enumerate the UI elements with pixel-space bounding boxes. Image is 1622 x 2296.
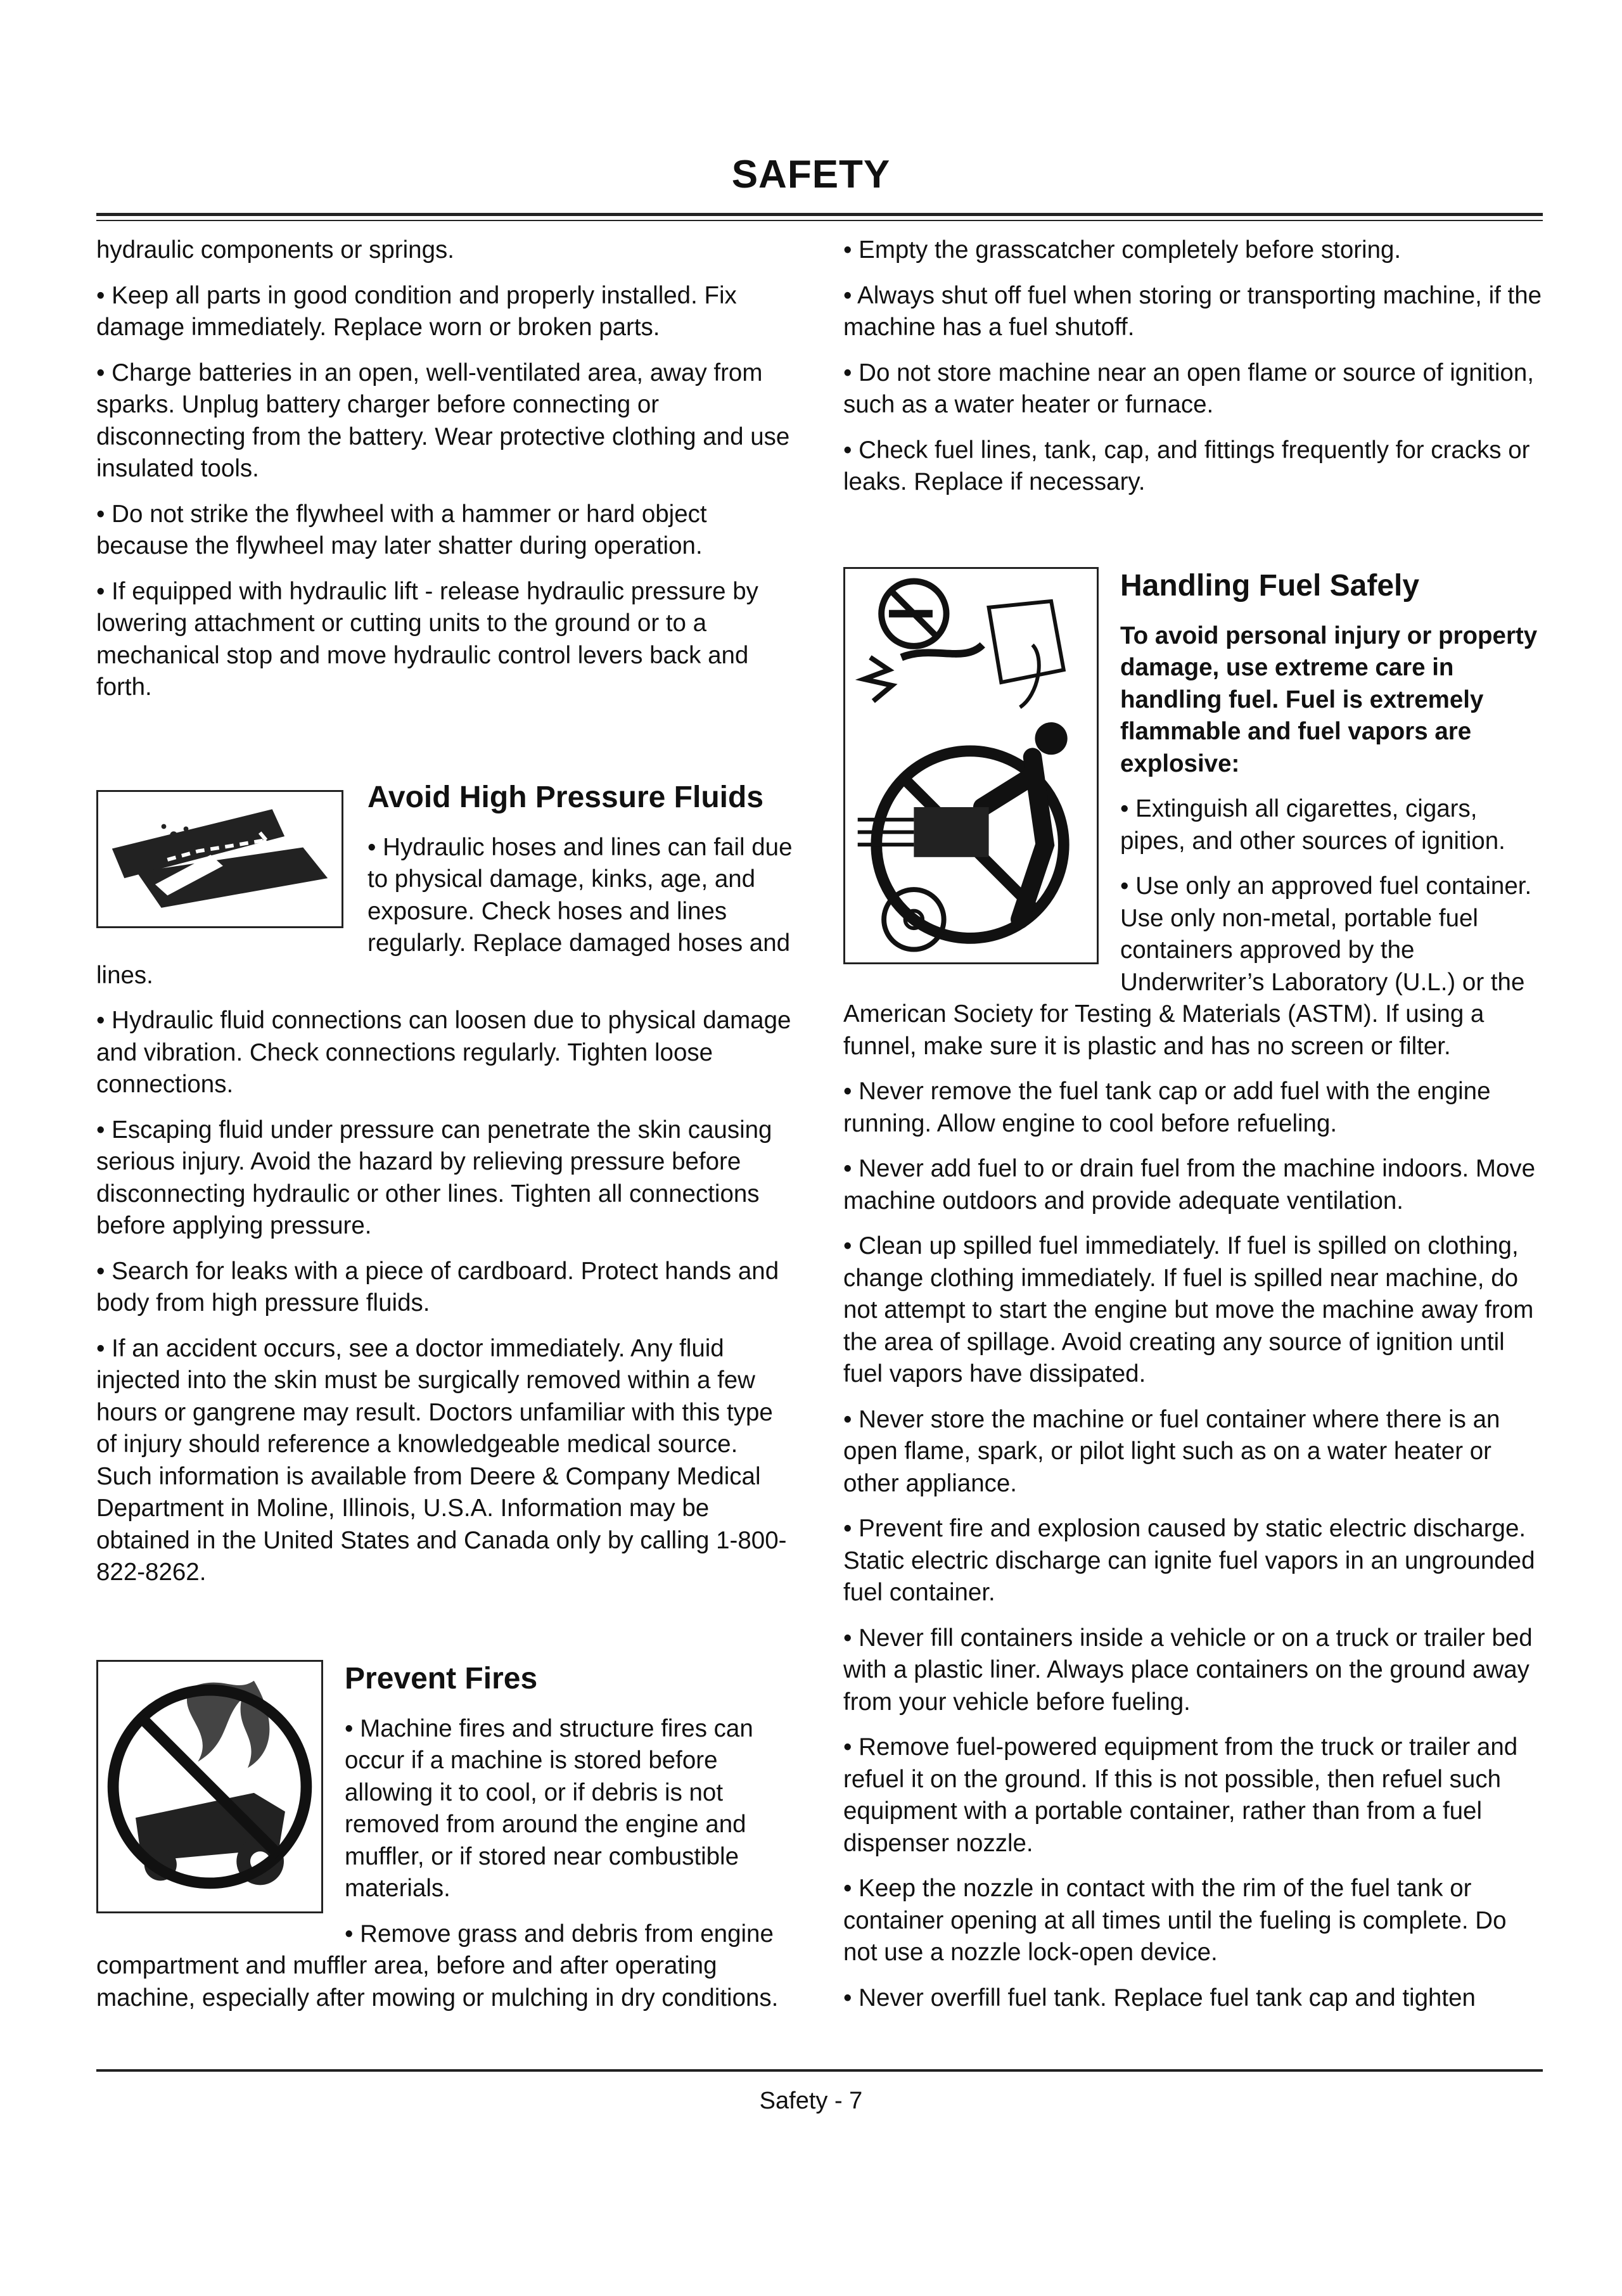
paragraph: • Remove grass and debris from engine compartment and muffler area, before and after operating machine, especially after mowing or mulching in dry conditions. [96,1920,779,2012]
section-prevent-fires [96,1660,793,2015]
section-high-pressure-fluids [96,779,793,1589]
high-pressure-fluid-illustration [96,790,343,928]
paragraph: • Machine fires and structure fires can occur if a machine is stored before allowing it to cool, or if debris is not removed from around the engine and muffler, or if stored near combustible materials. [345,1714,753,1902]
section-heading: Handling Fuel Safely [1120,568,1420,603]
no-fire-icon [98,1662,321,1911]
header-rule-thick [96,213,1543,216]
paragraph: • Never remove the fuel tank cap or add fuel with the engine running. Allow engine to cool before refueling. [843,1078,1491,1137]
hose-leak-icon [98,792,342,926]
paragraph: • Check fuel lines, tank, cap, and fittings frequently for cracks or leaks. Replace if necessary. [843,436,1530,495]
section-heading: Prevent Fires [345,1661,538,1695]
section-handling-fuel-safely [843,567,1543,2015]
paragraph: • Never fill containers inside a vehicle or on a truck or trailer bed with a plastic liner. Always place containers on the ground away from your vehicle before fueling. [843,1624,1533,1716]
no-smoking-refuel-icon [845,569,1097,962]
paragraph: • Empty the grasscatcher completely before storing. [843,236,1402,264]
paragraph: • Clean up spilled fuel immediately. If fuel is spilled on clothing, change clothing immediately. If fuel is spilled near machine, do not attempt to start the engine but move the machine away from the area of spillage. Avoid creating any source of ignition until fuel vapors have dissipated. [843,1232,1534,1387]
paragraph: • Never overfill fuel tank. Replace fuel tank cap and tighten [843,1984,1476,2012]
paragraph: • Search for leaks with a piece of cardboard. Protect hands and body from high pressure fluids. [96,1257,779,1317]
paragraph: • Hydraulic fluid connections can loosen due to physical damage and vibration. Check connections regularly. Tighten loose connections. [96,1007,791,1098]
paragraph: • Keep the nozzle in contact with the rim of the fuel tank or container opening at all times until the fueling is complete. Do not use a nozzle lock-open device. [843,1875,1507,1966]
fire-hazard-illustration [96,1660,323,1913]
header-rule-thin [96,220,1543,221]
left-column [96,234,793,2027]
paragraph: • Hydraulic hoses and lines can fail due to physical damage, kinks, age, and exposure. Check hoses and lines regularly. Replace damaged hoses and lines. [96,833,793,989]
page-number: Safety - 7 [759,2088,863,2114]
right-column [843,234,1543,2027]
paragraph: • Charge batteries in an open, well-ventilated area, away from sparks. Unplug battery charger before connecting or disconnecting from the battery. Wear protective clothing and use insulated tools. [96,359,790,482]
paragraph: • Never add fuel to or drain fuel from the machine indoors. Move machine outdoors and provide adequate ventilation. [843,1155,1536,1215]
paragraph: • Use only an approved fuel container. Use only non-metal, portable fuel containers approved by the Underwriter’s Laboratory (U.L.) or the American Society for Testing & Materials (ASTM). If using a funnel, make sure it is plastic and has no screen or filter. [843,872,1532,1060]
paragraph: • Do not strike the flywheel with a hammer or hard object because the flywheel may later shatter during operation. [96,500,707,559]
paragraph: • If an accident occurs, see a doctor immediately. Any fluid injected into the skin must be surgically removed within a few hours or gangrene may result. Doctors unfamiliar with this type of injury should reference a knowledgeable medical source. Such information is available from Deere & Company Medical Department in Moline, Illinois, U.S.A. Information may be obtained in the United States and Canada only by calling 1-800-822-8262. [96,1334,787,1586]
paragraph: • Prevent fire and explosion caused by static electric discharge. Static electric discharge can ignite fuel vapors in an ungrounded fuel container. [843,1515,1535,1606]
paragraph: hydraulic components or springs. [96,236,454,264]
fuel-handling-illustration [843,567,1099,964]
page-title: SAFETY [731,153,891,196]
paragraph: • Keep all parts in good condition and properly installed. Fix damage immediately. Replace worn or broken parts. [96,281,737,341]
section-heading: Avoid High Pressure Fluids [367,780,764,814]
paragraph: • Escaping fluid under pressure can penetrate the skin causing serious injury. Avoid the hazard by relieving pressure before disconnecting hydraulic or other lines. Tighten all connections before applying pressure. [96,1116,772,1239]
footer-rule [96,2069,1543,2072]
paragraph: • Always shut off fuel when storing or transporting machine, if the machine has a fuel shutoff. [843,281,1542,341]
warning-text: To avoid personal injury or property damage, use extreme care in handling fuel. Fuel is extremely flammable and fuel vapors are explosive: [1120,622,1538,777]
paragraph: • Extinguish all cigarettes, cigars, pipes, and other sources of ignition. [1120,795,1505,855]
paragraph: • Remove fuel-powered equipment from the truck or trailer and refuel it on the ground. If this is not possible, then refuel such equipment with a portable container, rather than from a fuel dispenser nozzle. [843,1733,1518,1857]
paragraph: • If equipped with hydraulic lift - release hydraulic pressure by lowering attachment or cutting units to the ground or to a mechanical stop and move hydraulic control levers back and forth. [96,577,758,701]
paragraph: • Do not store machine near an open flame or source of ignition, such as a water heater or furnace. [843,359,1534,418]
paragraph: • Never store the machine or fuel container where there is an open flame, spark, or pilot light such as on a water heater or other appliance. [843,1405,1500,1497]
